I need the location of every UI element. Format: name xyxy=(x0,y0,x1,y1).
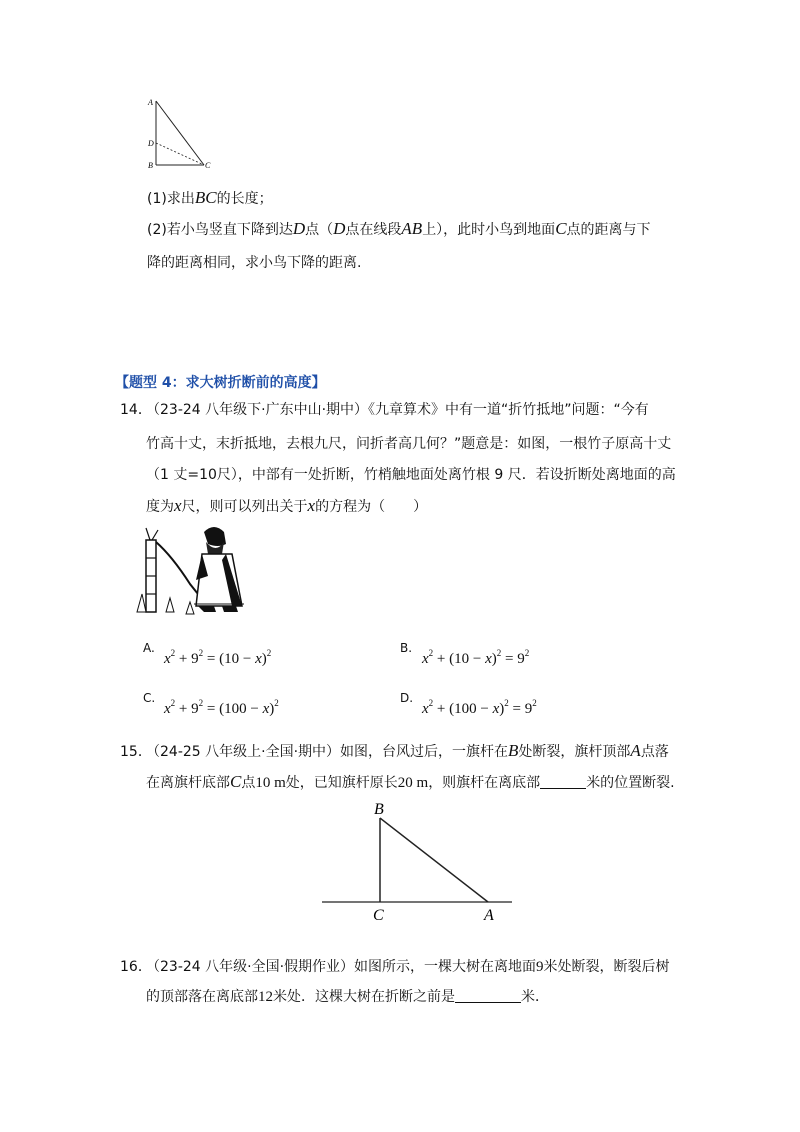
label-D: D xyxy=(148,139,154,148)
label-B: B xyxy=(148,161,153,170)
q16-number: 16． xyxy=(120,959,152,975)
option-c-formula[interactable]: $x^2 + 9^2 = (100 - x)^2$ xyxy=(164,698,279,717)
q14-number: 14． xyxy=(120,402,152,418)
q14-line2: 竹高十丈，末折抵地，去根九尺，问折者高几何？”题意是：如图，一根竹子原高十丈 xyxy=(146,436,672,452)
flagpole-figure xyxy=(318,798,518,926)
label-A: A xyxy=(148,98,153,107)
triangle-figure-top xyxy=(140,92,230,174)
label-B: B xyxy=(374,801,384,818)
option-c-label[interactable]: C. xyxy=(143,691,156,705)
q13-part2-line1: (2)若小鸟竖直下降到达D点（D点在线段AB上），此时小鸟到地面C点的距离与下 xyxy=(147,219,651,238)
q15-number: 15． xyxy=(120,744,152,760)
bamboo-illustration xyxy=(132,520,260,620)
option-a-formula[interactable]: $x^2 + 9^2 = (10 - x)^2$ xyxy=(164,648,272,667)
q16-answer-blank[interactable] xyxy=(455,988,521,1003)
label-C: C xyxy=(373,907,384,924)
q15-line2: 在离旗杆底部C点10 m处，已知旗杆原长20 m，则旗杆在离底部 米的位置断裂. xyxy=(146,772,675,791)
label-A: A xyxy=(484,907,494,924)
q14-line4: 度为x尺，则可以列出关于x的方程为（ ） xyxy=(146,496,428,515)
q15-answer-blank[interactable] xyxy=(540,774,586,789)
label-C: C xyxy=(205,161,211,170)
q14-line1: 14．（23-24 八年级下·广东中山·期中）《九章算术》中有一道“折竹抵地”问题：“今有 xyxy=(120,402,649,418)
q15-line1: 15．（24-25 八年级上·全国·期中）如图，台风过后，一旗杆在B处断裂，旗杆顶部A点落 xyxy=(120,741,669,760)
option-b-label[interactable]: B. xyxy=(400,641,413,655)
q16-line1: 16．（23-24 八年级·全国·假期作业）如图所示，一棵大树在离地面9米处断裂，断裂后树 xyxy=(120,959,670,975)
option-d-formula[interactable]: $x^2 + (100 - x)^2 = 9^2$ xyxy=(422,698,537,717)
option-a-label[interactable]: A. xyxy=(143,641,155,655)
option-b-formula[interactable]: $x^2 + (10 - x)^2 = 9^2$ xyxy=(422,648,530,667)
q13-part2-line2: 降的距离相同，求小鸟下降的距离. xyxy=(147,255,362,271)
q16-line2: 的顶部落在离底部12米处．这棵大树在折断之前是 米． xyxy=(146,989,549,1005)
option-d-label[interactable]: D. xyxy=(400,691,414,705)
section-heading: 【题型 4：求大树折断前的高度】 xyxy=(115,375,326,391)
q13-part1: (1)求出BC的长度； xyxy=(147,188,273,207)
q14-line3: （1 丈=10尺），中部有一处折断，竹梢触地面处离竹根 9 尺．若设折断处离地面的高 xyxy=(146,467,676,483)
